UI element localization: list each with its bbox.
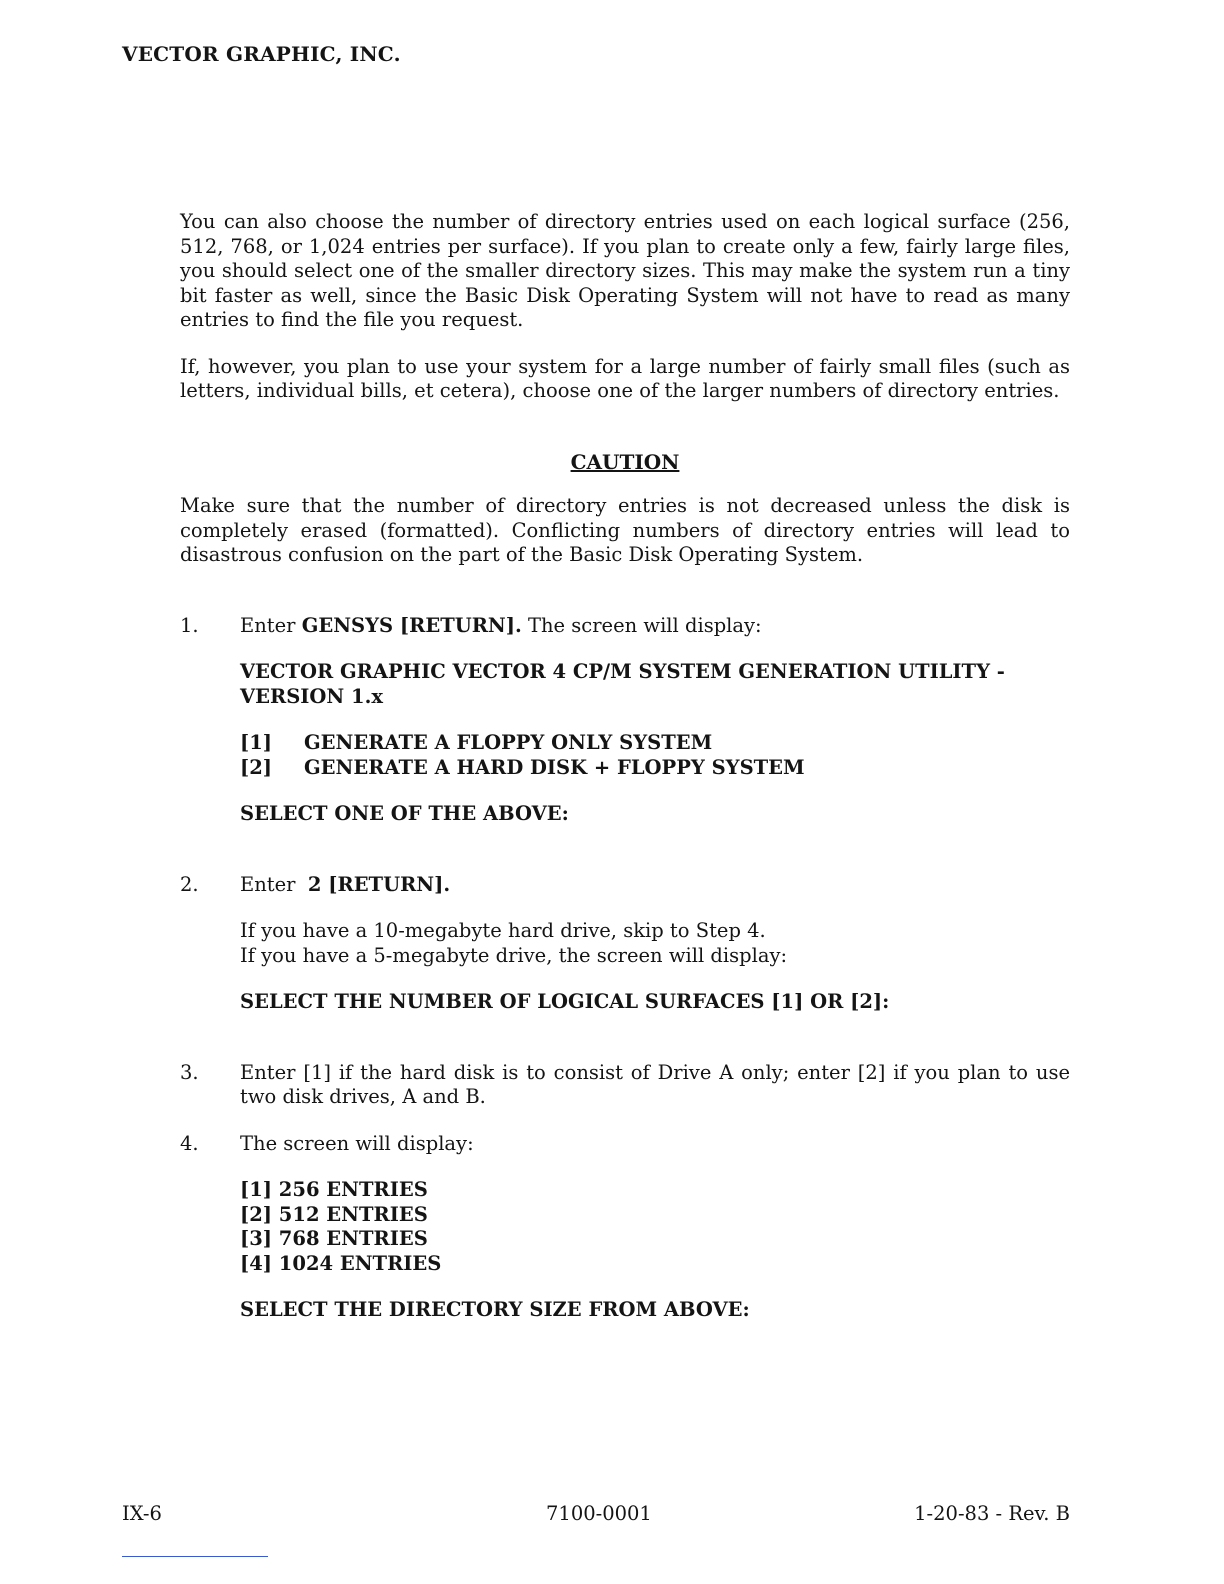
screen-line-1: VECTOR GRAPHIC VECTOR 4 CP/M SYSTEM GENERATION UTILITY - — [240, 660, 1005, 683]
step-3 — [180, 1061, 1070, 1110]
step-post: The screen will display: — [527, 613, 762, 637]
step-instruction: Enter [1] if the hard disk is to consist of Drive A only; enter [2] if you plan to use two disk drives, A and B. — [240, 1060, 1070, 1108]
step-1 — [180, 614, 1070, 827]
steps-list — [180, 614, 1070, 1323]
step-command: GENSYS [RETURN]. — [301, 613, 522, 637]
revision-date: 1-20-83 - Rev. B — [914, 1502, 1070, 1525]
step-instruction — [240, 873, 1070, 898]
menu-label: GENERATE A FLOPPY ONLY SYSTEM — [304, 731, 713, 754]
step-2 — [180, 873, 1070, 1015]
screen-line-2: VERSION 1.x — [240, 684, 383, 708]
menu-key: [2] — [240, 755, 273, 779]
step-note-2: If you have a 5-megabyte drive, the screen will display: — [240, 943, 788, 967]
footer-rule — [122, 1556, 268, 1557]
step-pre: Enter — [240, 872, 296, 896]
directory-entries-menu — [240, 1178, 1070, 1276]
screen-prompt: SELECT ONE OF THE ABOVE: — [240, 802, 569, 825]
step-note-1: If you have a 10-megabyte hard drive, skip to Step 4. — [240, 919, 766, 942]
generation-menu — [240, 731, 1070, 780]
step-4 — [180, 1132, 1070, 1323]
step-number: 1. — [180, 613, 199, 637]
entries-option: [1] 256 ENTRIES — [240, 1178, 428, 1201]
step-notes — [240, 919, 1070, 968]
menu-label: GENERATE A HARD DISK + FLOPPY SYSTEM — [304, 755, 805, 779]
screen-prompt: SELECT THE NUMBER OF LOGICAL SURFACES [1] OR [2]: — [240, 990, 890, 1013]
menu-item — [240, 756, 1070, 781]
page-number: IX-6 — [122, 1502, 162, 1525]
document-number: 7100-0001 — [546, 1502, 652, 1525]
step-number: 3. — [180, 1060, 199, 1084]
entries-option: [4] 1024 ENTRIES — [240, 1251, 442, 1275]
document-body — [180, 210, 1070, 1342]
step-number: 2. — [180, 872, 199, 896]
caution-heading: CAUTION — [570, 449, 680, 474]
menu-key: [1] — [240, 731, 273, 754]
step-number: 4. — [180, 1131, 199, 1155]
screen-prompt: SELECT THE DIRECTORY SIZE FROM ABOVE: — [240, 1298, 750, 1321]
intro-paragraph-2: If, however, you plan to use your system for a large number of fairly small files (such as letters, individual bills, et cetera), choose one of the larger numbers of directory entries. — [180, 354, 1070, 402]
step-pre: Enter — [240, 613, 296, 637]
caution-paragraph: Make sure that the number of directory entries is not decreased unless the disk is completely erased (formatted). Conflicting numbers of directory entries will lead to disastrous confusion on the part of the Basic Disk Operating System. — [180, 494, 1070, 566]
menu-item — [240, 731, 1070, 756]
intro-paragraph-1: You can also choose the number of directory entries used on each logical surface (256, 512, 768, or 1,024 entries per surface). If you plan to create only a few, fairly large files, you should select one of the smaller directory sizes. This may make the system run a tiny bit faster as well, since the Basic Disk Operating System will not have to read as many entries to find the file you request. — [180, 210, 1070, 331]
entries-option: [3] 768 ENTRIES — [240, 1227, 428, 1250]
step-instruction: The screen will display: — [240, 1131, 474, 1155]
company-header: VECTOR GRAPHIC, INC. — [122, 42, 401, 66]
step-command: 2 [RETURN]. — [307, 872, 451, 896]
screen-output-title — [240, 660, 1070, 709]
entries-option: [2] 512 ENTRIES — [240, 1202, 428, 1226]
step-instruction — [240, 614, 1070, 639]
